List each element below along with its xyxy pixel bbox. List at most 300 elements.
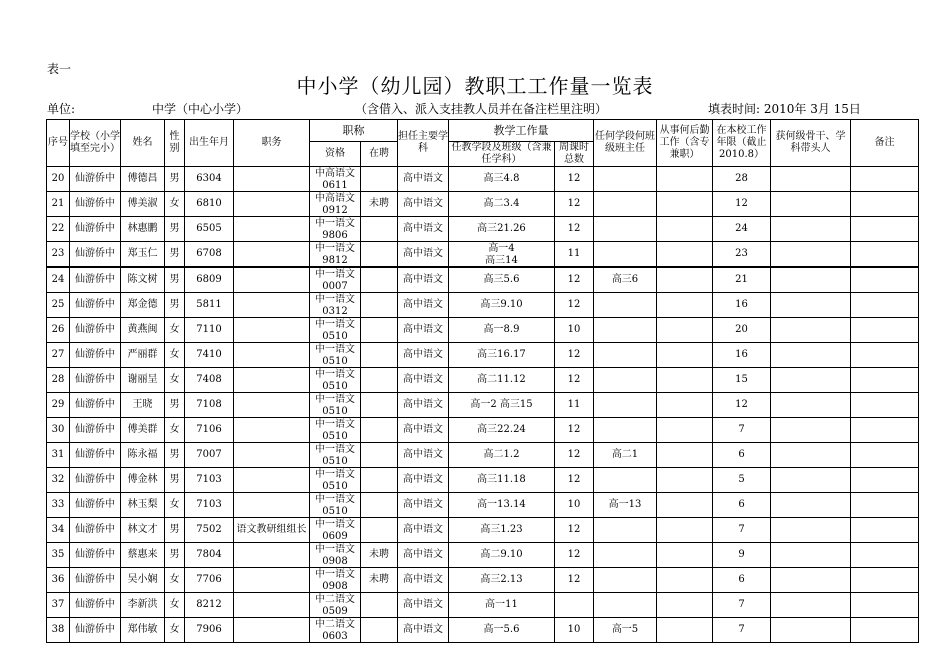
cell-classes [449, 217, 555, 242]
cell-subject: 高中语文 [398, 393, 449, 418]
cell-seq: 31 [47, 443, 70, 468]
cell-logistics [657, 468, 713, 493]
cell-school: 仙游侨中 [70, 217, 121, 242]
cell-school: 仙游侨中 [70, 593, 121, 618]
cell-years: 7 [713, 418, 771, 443]
cell-years: 16 [713, 343, 771, 368]
cell-qualification [310, 593, 361, 618]
cell-gender: 男 [165, 293, 185, 318]
cell-logistics [657, 368, 713, 393]
cell-hours: 10 [555, 493, 594, 518]
cell-employed [361, 518, 398, 543]
cell-school: 仙游侨中 [70, 518, 121, 543]
cell-school: 仙游侨中 [70, 368, 121, 393]
cell-years: 12 [713, 393, 771, 418]
cell-school: 仙游侨中 [70, 242, 121, 268]
cell-hours [555, 593, 594, 618]
cell-years: 28 [713, 167, 771, 192]
classes-line: 高二11.12 [477, 374, 526, 385]
cell-backbone [771, 468, 851, 493]
qualification-title: 中一语文 [315, 543, 355, 555]
qualification-title: 中一语文 [315, 293, 355, 305]
cell-employed [361, 418, 398, 443]
cell-backbone [771, 543, 851, 568]
cell-head [594, 368, 657, 393]
cell-head [594, 167, 657, 192]
table-row [47, 343, 919, 368]
cell-years: 20 [713, 318, 771, 343]
fill-time: 填表时间: 2010年 3月 15日 [708, 102, 861, 116]
cell-head [594, 393, 657, 418]
cell-hours: 10 [555, 318, 594, 343]
page-title: 中小学（幼儿园）教职工工作量一览表 [296, 74, 654, 98]
classes-line: 高一11 [485, 599, 518, 610]
cell-gender: 女 [165, 493, 185, 518]
cell-gender: 男 [165, 267, 185, 293]
qualification-date: 0312 [322, 305, 348, 317]
cell-hours: 12 [555, 368, 594, 393]
cell-qualification [310, 418, 361, 443]
cell-classes [449, 418, 555, 443]
cell-school: 仙游侨中 [70, 543, 121, 568]
classes-line: 高三21.26 [477, 223, 526, 234]
cell-gender: 男 [165, 543, 185, 568]
qualification-title: 中一语文 [315, 418, 355, 430]
cell-hours: 12 [555, 443, 594, 468]
cell-seq: 21 [47, 192, 70, 217]
cell-hours: 11 [555, 393, 594, 418]
table-row [47, 468, 919, 493]
table-row [47, 242, 919, 268]
cell-qualification [310, 293, 361, 318]
cell-logistics [657, 543, 713, 568]
cell-subject: 高中语文 [398, 618, 449, 643]
cell-employed: 未聘 [361, 568, 398, 593]
qualification-date: 0609 [322, 530, 348, 542]
cell-name: 王晓 [121, 393, 165, 418]
cell-school: 仙游侨中 [70, 618, 121, 643]
header-years: 在本校工作年限（截止2010.8） [713, 120, 771, 167]
cell-seq: 20 [47, 167, 70, 192]
cell-qualification [310, 318, 361, 343]
classes-line: 高三11.18 [477, 474, 526, 485]
cell-name: 蔡惠来 [121, 543, 165, 568]
cell-school: 仙游侨中 [70, 293, 121, 318]
cell-hours: 12 [555, 293, 594, 318]
cell-birth: 7110 [185, 318, 234, 343]
cell-logistics [657, 593, 713, 618]
table-row [47, 167, 919, 192]
cell-head [594, 518, 657, 543]
cell-classes [449, 568, 555, 593]
cell-qualification [310, 167, 361, 192]
cell-gender: 女 [165, 368, 185, 393]
cell-logistics [657, 568, 713, 593]
header-subject: 担任主要学科 [398, 120, 449, 167]
cell-gender: 女 [165, 593, 185, 618]
header-qualification: 资格 [310, 142, 361, 167]
cell-seq: 27 [47, 343, 70, 368]
table-row [47, 192, 919, 217]
cell-employed [361, 443, 398, 468]
cell-name: 傅美淑 [121, 192, 165, 217]
table-row [47, 418, 919, 443]
cell-classes [449, 343, 555, 368]
cell-backbone [771, 242, 851, 268]
cell-logistics [657, 493, 713, 518]
cell-duty [234, 593, 310, 618]
header-gender: 性别 [165, 120, 185, 167]
cell-years: 6 [713, 493, 771, 518]
cell-years: 12 [713, 192, 771, 217]
cell-remarks [851, 293, 919, 318]
cell-classes [449, 593, 555, 618]
cell-seq: 24 [47, 267, 70, 293]
cell-name: 陈文树 [121, 267, 165, 293]
cell-classes [449, 443, 555, 468]
cell-seq: 23 [47, 242, 70, 268]
cell-hours: 12 [555, 568, 594, 593]
cell-remarks [851, 593, 919, 618]
cell-years: 6 [713, 568, 771, 593]
cell-seq: 34 [47, 518, 70, 543]
cell-qualification [310, 618, 361, 643]
header-birth: 出生年月 [185, 120, 234, 167]
table-row [47, 518, 919, 543]
cell-backbone [771, 418, 851, 443]
cell-backbone [771, 318, 851, 343]
header-school: 学校（小学填至完小） [70, 120, 121, 167]
qualification-date: 0510 [322, 330, 348, 342]
qualification-title: 中一语文 [315, 393, 355, 405]
cell-remarks [851, 418, 919, 443]
cell-school: 仙游侨中 [70, 418, 121, 443]
cell-backbone [771, 618, 851, 643]
cell-seq: 22 [47, 217, 70, 242]
cell-hours: 12 [555, 167, 594, 192]
cell-hours: 12 [555, 468, 594, 493]
classes-line: 高三5.6 [483, 274, 520, 285]
cell-name: 郑伟敏 [121, 618, 165, 643]
cell-remarks [851, 267, 919, 293]
cell-remarks [851, 242, 919, 268]
cell-employed [361, 618, 398, 643]
cell-head [594, 217, 657, 242]
cell-employed [361, 493, 398, 518]
header-weekly-hours: 周课时总数 [555, 142, 594, 167]
cell-duty [234, 568, 310, 593]
cell-logistics [657, 217, 713, 242]
cell-birth: 7804 [185, 543, 234, 568]
cell-gender: 女 [165, 618, 185, 643]
cell-years: 6 [713, 443, 771, 468]
cell-years: 23 [713, 242, 771, 268]
qualification-title: 中一语文 [315, 242, 355, 254]
cell-hours: 12 [555, 543, 594, 568]
cell-employed: 未聘 [361, 543, 398, 568]
cell-classes [449, 393, 555, 418]
cell-duty [234, 267, 310, 293]
cell-duty [234, 343, 310, 368]
cell-birth: 6505 [185, 217, 234, 242]
classes-line: 高二9.10 [480, 549, 523, 560]
cell-subject: 高中语文 [398, 242, 449, 268]
cell-qualification [310, 568, 361, 593]
cell-school: 仙游侨中 [70, 167, 121, 192]
cell-remarks [851, 343, 919, 368]
cell-duty [234, 393, 310, 418]
cell-employed [361, 167, 398, 192]
cell-birth: 6304 [185, 167, 234, 192]
cell-backbone [771, 167, 851, 192]
header-head-teacher: 任何学段何班级班主任 [594, 120, 657, 167]
qualification-date: 9806 [322, 229, 348, 241]
cell-duty: 语文教研组组长 [234, 518, 310, 543]
cell-years: 7 [713, 518, 771, 543]
cell-subject: 高中语文 [398, 318, 449, 343]
cell-subject: 高中语文 [398, 468, 449, 493]
header-workload-group: 教学工作量 [449, 120, 594, 142]
qualification-date: 0912 [322, 204, 348, 216]
classes-line: 高二1.2 [483, 449, 520, 460]
classes-line: 高三2.13 [480, 574, 523, 585]
header-name: 姓名 [121, 120, 165, 167]
cell-logistics [657, 318, 713, 343]
cell-classes [449, 493, 555, 518]
cell-remarks [851, 368, 919, 393]
cell-backbone [771, 368, 851, 393]
cell-school: 仙游侨中 [70, 468, 121, 493]
cell-qualification [310, 192, 361, 217]
qualification-title: 中一语文 [315, 518, 355, 530]
classes-line: 高三22.24 [477, 424, 526, 435]
cell-years: 5 [713, 468, 771, 493]
cell-duty [234, 318, 310, 343]
cell-hours: 12 [555, 343, 594, 368]
cell-name: 林玉梨 [121, 493, 165, 518]
qualification-date: 0007 [322, 280, 348, 292]
cell-head: 高三6 [594, 267, 657, 293]
cell-gender: 女 [165, 418, 185, 443]
cell-head [594, 293, 657, 318]
cell-qualification [310, 217, 361, 242]
cell-subject: 高中语文 [398, 593, 449, 618]
cell-subject: 高中语文 [398, 192, 449, 217]
cell-gender: 女 [165, 343, 185, 368]
cell-name: 林惠鹏 [121, 217, 165, 242]
cell-seq: 28 [47, 368, 70, 393]
cell-name: 陈永福 [121, 443, 165, 468]
cell-backbone [771, 217, 851, 242]
cell-backbone [771, 393, 851, 418]
cell-hours: 12 [555, 192, 594, 217]
cell-subject: 高中语文 [398, 267, 449, 293]
cell-birth: 7007 [185, 443, 234, 468]
cell-logistics [657, 393, 713, 418]
cell-head [594, 318, 657, 343]
qualification-date: 0908 [322, 555, 348, 567]
cell-hours: 10 [555, 618, 594, 643]
header-seq: 序号 [47, 120, 70, 167]
cell-gender: 男 [165, 518, 185, 543]
cell-remarks [851, 217, 919, 242]
qualification-title: 中一语文 [315, 343, 355, 355]
header-backbone: 获何级骨干、学科带头人 [771, 120, 851, 167]
qualification-date: 0510 [322, 455, 348, 467]
cell-qualification [310, 267, 361, 293]
cell-subject: 高中语文 [398, 418, 449, 443]
header-employed: 在聘 [361, 142, 398, 167]
cell-birth: 7106 [185, 418, 234, 443]
cell-seq: 35 [47, 543, 70, 568]
cell-birth: 7502 [185, 518, 234, 543]
cell-seq: 29 [47, 393, 70, 418]
qualification-title: 中高语文 [315, 167, 355, 179]
cell-gender: 女 [165, 192, 185, 217]
cell-birth: 5811 [185, 293, 234, 318]
qualification-title: 中一语文 [315, 493, 355, 505]
cell-remarks [851, 493, 919, 518]
cell-head [594, 568, 657, 593]
cell-remarks [851, 318, 919, 343]
cell-years: 9 [713, 543, 771, 568]
cell-classes [449, 192, 555, 217]
cell-logistics [657, 293, 713, 318]
cell-school: 仙游侨中 [70, 192, 121, 217]
cell-birth: 7706 [185, 568, 234, 593]
table-row [47, 217, 919, 242]
cell-seq: 33 [47, 493, 70, 518]
cell-duty [234, 368, 310, 393]
classes-line: 高三4.8 [483, 173, 520, 184]
table-row [47, 618, 919, 643]
table-row [47, 543, 919, 568]
cell-seq: 25 [47, 293, 70, 318]
cell-birth: 8212 [185, 593, 234, 618]
cell-backbone [771, 267, 851, 293]
unit-label: 单位: [47, 102, 76, 116]
qualification-title: 中二语文 [315, 618, 355, 630]
cell-backbone [771, 518, 851, 543]
cell-employed [361, 368, 398, 393]
cell-employed [361, 242, 398, 268]
classes-line: 高一2 高三15 [470, 399, 533, 410]
qualification-date: 0510 [322, 355, 348, 367]
cell-years: 21 [713, 267, 771, 293]
cell-logistics [657, 518, 713, 543]
cell-duty [234, 217, 310, 242]
cell-remarks [851, 543, 919, 568]
cell-duty [234, 543, 310, 568]
header-classes: 任教学段及班级（含兼任学科） [449, 142, 555, 167]
qualification-title: 中一语文 [315, 217, 355, 229]
cell-school: 仙游侨中 [70, 318, 121, 343]
cell-backbone [771, 192, 851, 217]
cell-classes [449, 368, 555, 393]
classes-line: 高一8.9 [483, 324, 520, 335]
cell-qualification [310, 543, 361, 568]
cell-employed [361, 217, 398, 242]
table-row [47, 568, 919, 593]
cell-classes [449, 518, 555, 543]
cell-subject: 高中语文 [398, 343, 449, 368]
cell-birth: 6810 [185, 192, 234, 217]
qualification-date: 0603 [322, 630, 348, 642]
table-number-label: 表一 [47, 62, 72, 76]
qualification-date: 0510 [322, 480, 348, 492]
cell-seq: 32 [47, 468, 70, 493]
cell-logistics [657, 618, 713, 643]
classes-line-2: 高三14 [485, 254, 518, 266]
cell-gender: 男 [165, 167, 185, 192]
cell-seq: 38 [47, 618, 70, 643]
workload-table [46, 119, 919, 643]
cell-birth: 6809 [185, 267, 234, 293]
cell-head [594, 593, 657, 618]
cell-logistics [657, 343, 713, 368]
cell-name: 吴小娴 [121, 568, 165, 593]
cell-remarks [851, 192, 919, 217]
cell-gender: 男 [165, 242, 185, 268]
qualification-title: 中一语文 [315, 318, 355, 330]
cell-seq: 30 [47, 418, 70, 443]
cell-backbone [771, 593, 851, 618]
classes-line: 高三9.10 [480, 299, 523, 310]
cell-classes [449, 543, 555, 568]
cell-school: 仙游侨中 [70, 443, 121, 468]
cell-seq: 26 [47, 318, 70, 343]
qualification-title: 中一语文 [315, 368, 355, 380]
qualification-title: 中一语文 [315, 443, 355, 455]
cell-birth: 7410 [185, 343, 234, 368]
cell-classes [449, 242, 555, 268]
cell-classes [449, 167, 555, 192]
note-text: （含借入、派入支挂教人员并在备注栏里注明） [355, 102, 608, 116]
cell-head [594, 468, 657, 493]
qualification-date: 0510 [322, 405, 348, 417]
cell-employed [361, 468, 398, 493]
cell-years: 15 [713, 368, 771, 393]
cell-name: 严丽群 [121, 343, 165, 368]
cell-name: 傅德昌 [121, 167, 165, 192]
cell-hours: 12 [555, 518, 594, 543]
cell-name: 黄燕闽 [121, 318, 165, 343]
qualification-date: 0510 [322, 430, 348, 442]
cell-logistics [657, 267, 713, 293]
cell-duty [234, 192, 310, 217]
cell-classes [449, 468, 555, 493]
cell-qualification [310, 518, 361, 543]
table-row [47, 293, 919, 318]
cell-head [594, 192, 657, 217]
header-duty: 职务 [234, 120, 310, 167]
cell-employed [361, 267, 398, 293]
cell-logistics [657, 167, 713, 192]
cell-qualification [310, 393, 361, 418]
cell-remarks [851, 618, 919, 643]
cell-logistics [657, 443, 713, 468]
cell-name: 林文才 [121, 518, 165, 543]
cell-head [594, 543, 657, 568]
cell-qualification [310, 368, 361, 393]
cell-logistics [657, 192, 713, 217]
cell-classes [449, 293, 555, 318]
table-row [47, 267, 919, 293]
cell-school: 仙游侨中 [70, 568, 121, 593]
unit-value: 中学（中心小学） [152, 102, 249, 116]
cell-employed [361, 343, 398, 368]
cell-backbone [771, 443, 851, 468]
